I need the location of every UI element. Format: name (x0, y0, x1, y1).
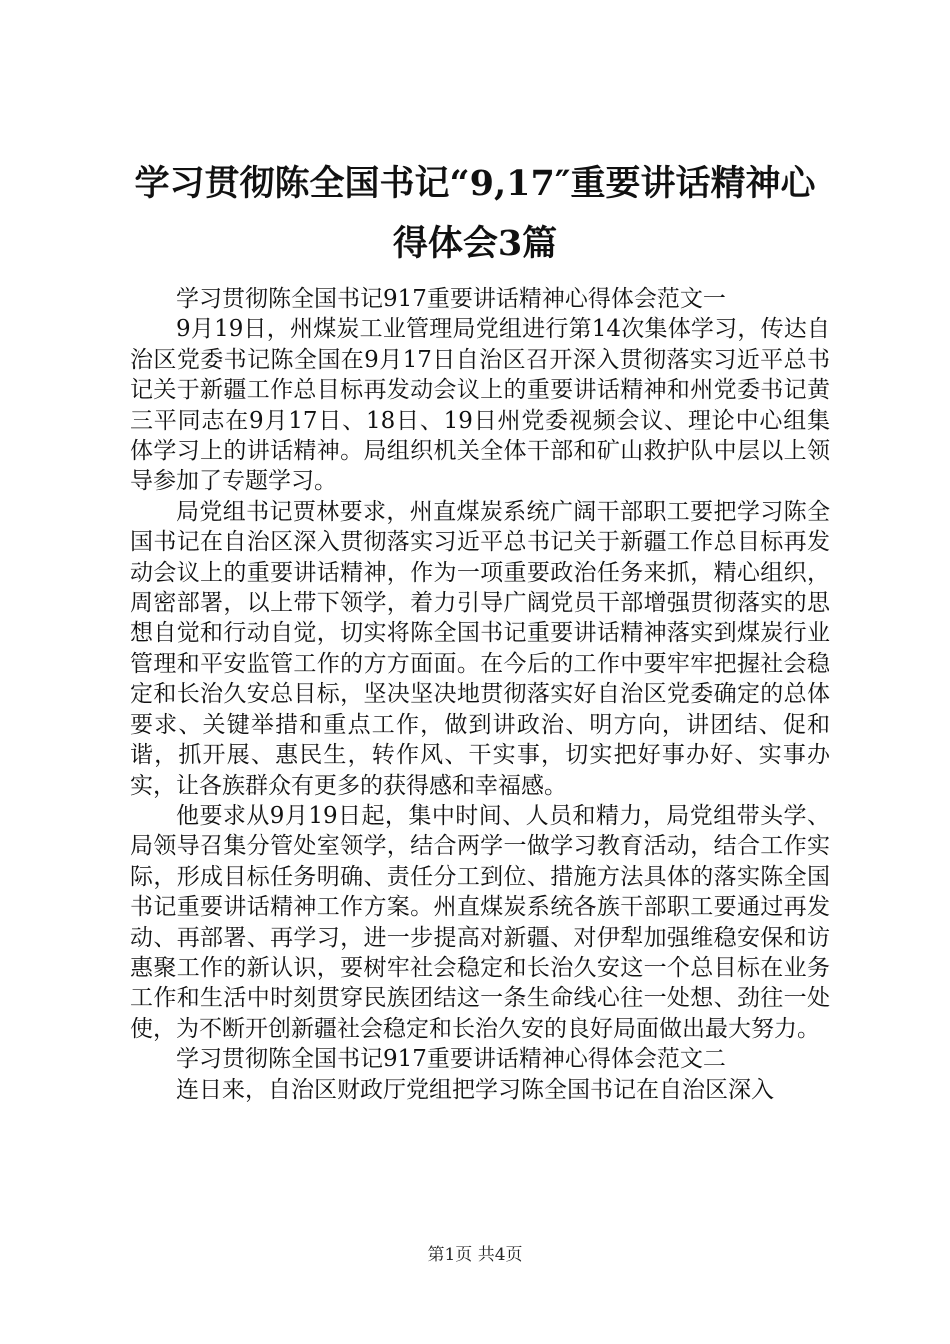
document-title-line-1: 学习贯彻陈全国书记“9,17″重要讲话精神心 (134, 163, 816, 204)
paragraph: 9月19日，州煤炭工业管理局党组进行第14次集体学习，传达自治区党委书记陈全国在9月17日自治区召开深入贯彻落实习近平总书记关于新疆工作总目标再发动会议上的重要讲话精神和州党委书记黄三平同志在9月17日、18日、19日州党委视频会议、理论中心组集体学习上的讲话精神。局组织机关全体干部和矿山救护队中层以上领导参加了专题学习。 (130, 316, 830, 495)
document-title-line-2: 得体会3篇 (392, 223, 558, 264)
paragraph: 他要求从9月19日起，集中时间、人员和精力，局党组带头学、局领导召集分管处室领学，结合两学一做学习教育活动，结合工作实际，形成目标任务明确、责任分工到位、措施方法具体的落实陈全国书记重要讲话精神工作方案。州直煤炭系统各族干部职工要通过再发动、再部署、再学习，进一步提高对新疆、对伊犁加强维稳安保和访惠聚工作的新认识，要树牢社会稳定和长治久安这一个总目标在业务工作和生活中时刻贯穿民族团结这一条生命线心往一处想、劲往一处使，为不断开创新疆社会稳定和长治久安的良好局面做出最大努力。 (130, 802, 830, 1042)
section-heading-1: 学习贯彻陈全国书记917重要讲话精神心得体会范文一 (176, 286, 726, 312)
document-body (130, 284, 830, 1105)
page-footer: 第1页 共4页 (427, 1245, 523, 1265)
paragraph: 连日来，自治区财政厅党组把学习陈全国书记在自治区深入 (176, 1076, 774, 1103)
section-heading-2: 学习贯彻陈全国书记917重要讲话精神心得体会范文二 (176, 1046, 726, 1073)
paragraph: 局党组书记贾林要求，州直煤炭系统广阔干部职工要把学习陈全国书记在自治区深入贯彻落实习近平总书记关于新疆工作总目标再发动会议上的重要讲话精神，作为一项重要政治任务来抓，精心组织，周密部署，以上带下领学，着力引导广阔党员干部增强贯彻落实的思想自觉和行动自觉，切实将陈全国书记重要讲话精神落实到煤炭行业管理和平安监管工作的方方面面。在今后的工作中要牢牢把握社会稳定和长治久安总目标，坚决坚决地贯彻落实好自治区党委确定的总体要求、关键举措和重点工作，做到讲政治、明方向，讲团结、促和谐，抓开展、惠民生，转作风、干实事，切实把好事办好、实事办实，让各族群众有更多的获得感和幸福感。 (130, 498, 830, 799)
